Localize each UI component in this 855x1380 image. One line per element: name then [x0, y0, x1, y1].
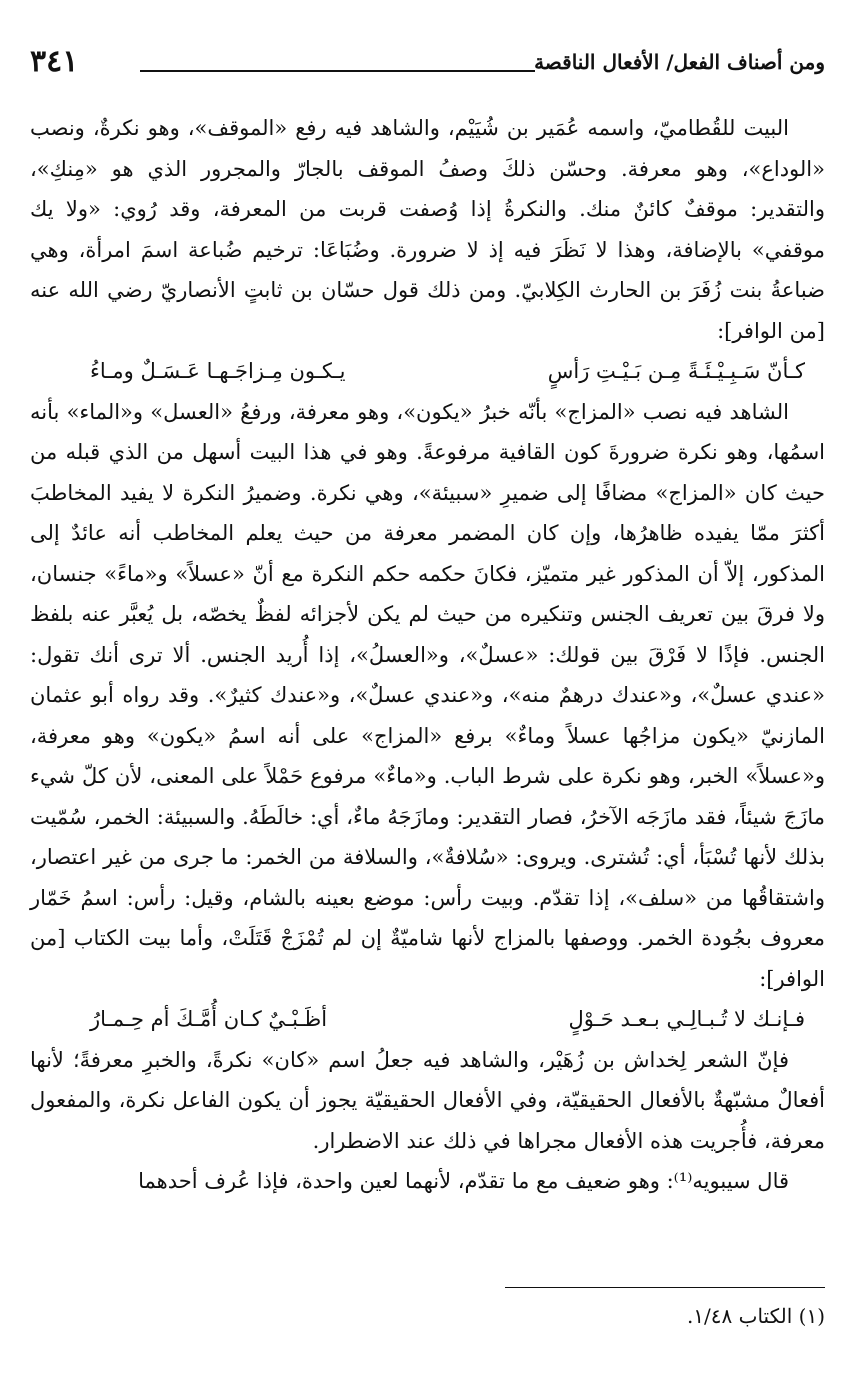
verse-2-first-hemistich: فـإنـك لا تُـبـالِـي بـعـد حَـوْلٍ [568, 1007, 805, 1031]
paragraph-4: قال سيبويه⁽¹⁾: وهو ضعيف مع ما تقدّم، لأنهما لعين واحدة، فإذا عُرف أحدهما [138, 1169, 789, 1193]
header-rule [140, 70, 535, 72]
verse-2 [30, 999, 825, 1040]
paragraph-2: الشاهد فيه نصب «المزاج» بأنّه خبرُ «يكون»، وهو معرفة، ورفعُ «العسل» و«الماء» بأنه اسمُها، وهو نكرة ضرورةَ كون القافية مرفوعةً. وهو في هذا البيت أسهل من الذي قبله من حيث كان «المزاج» مضافًا إلى ضميرِ «سبيئة»، وهي نكرة. وضميرُ النكرة لا يفيد المخاطبَ أكثرَ ممّا يفيده ظاهرُها، وإن كان المضمر معرفة من حيث يعلم المخاطب أنه عائدٌ إلى المذكور، إلاّ أن المذكور غير متميّز، فكانَ حكمه حكم النكرة مع أنّ «عسلاً» و«ماءً» جنسان، ولا فرقَ بين تعريف الجنس وتنكيره من حيث لم يكن لأجزائه لفظٌ يخصّه، بل يُعبَّر عنه بلفظ الجنس. فإذًا لا فَرْقَ بين قولك: «عسلٌ»، و«العسلُ»، إذا أُريد الجنس. ألا ترى أنك تقول: «عندي عسلٌ»، و«عندك درهمٌ منه»، و«عندي عسلٌ»، و«عندك كثيرٌ». وقد رواه أبو عثمان المازنيّ «يكون مزاجُها عسلاً وماءٌ» برفع «المزاج» على أنه اسمُ «يكون» وهو معرفة، و«عسلاً» الخبر، وهو نكرة على شرط الباب. و«ماءٌ» مرفوع حَمْلاً على المعنى، لأن كلّ شيء مازَجَ شيئاً، فقد مازَجَه الآخرُ، فصار التقدير: ومازَجَهُ ماءٌ، أي: خالَطَهُ. والسبيئة: الخمر، سُمّيت بذلك لأنها تُسْبَأ، أي: تُشترى. ويروى: «سُلافةٌ»، والسلافة من الخمر: ما جرى من غير اعتصار، واشتقاقُها من «سلف»، إذا تقدّم. وبيت رأس: موضع بعينه بالشام، وقيل: رأس: اسمُ خَمّار معروف بجُودة الخمر. ووصفها بالمزاج لأنها شاميّةٌ إن لم تُمْزَجْ قَتَلَتْ، وأما بيت الكتاب [من الوافر]: [30, 399, 825, 991]
main-text [30, 108, 825, 1202]
footnote-separator [505, 1287, 825, 1288]
paragraph-3: فإنّ الشعر لِخداش بن زُهَيْر، والشاهد فيه جعلُ اسم «كان» نكرةً، والخبرِ معرفةً؛ لأنها أفعالٌ مشبّهةٌ بالأفعال الحقيقيّة، وفي الأفعال الحقيقيّة يجوز أن يكون الفاعل نكرة، والمفعول معرفة، فأُجريت هذه الأفعال مجراها في ذلك عند الاضطرار. [30, 1047, 825, 1153]
verse-2-second-hemistich: أظَـبْـيٌ كـان أُمَّـكَ أم حِـمـارُ [90, 1007, 328, 1031]
running-title: ومن أصناف الفعل/ الأفعال الناقصة [534, 50, 825, 74]
verse-1-second-hemistich: يـكـون مِـزاجَـهـا عَـسَـلٌ ومـاءُ [90, 359, 346, 383]
verse-1 [30, 351, 825, 392]
paragraph-1: البيت للقُطاميّ، واسمه عُمَير بن شُيَيْم، والشاهد فيه رفع «الموقف»، وهو نكرةٌ، ونصب «الوداع»، وهو معرفة. وحسّن ذلكَ وصفُ الموقف بالجارّ والمجرور الذي هو «مِنكِ»، والتقدير: موقفٌ كائنٌ منك. والنكرةُ إذا وُصفت قربت من المعرفة، وقد رُوي: «ولا يك موقفي» بالإضافة، وهذا لا نَظَرَ فيه إذ لا ضرورة. وضُبَاعَا: ترخيم ضُباعة اسمَ امرأة، وهي ضباعةُ بنت زُفَرَ بن الحارث الكِلابيّ. ومن ذلك قول حسّان بن ثابتٍ الأنصاريّ رضي الله عنه [من الوافر]: [30, 116, 825, 343]
page-number: ٣٤١ [30, 44, 79, 79]
running-header [30, 44, 825, 84]
verse-1-first-hemistich: كـأنّ سَـبِـيْـئَـةً مِـن بَـيْـتِ رَأسٍ [547, 359, 805, 383]
footnote: (١) الكتاب ١/٤٨. [686, 1304, 825, 1328]
